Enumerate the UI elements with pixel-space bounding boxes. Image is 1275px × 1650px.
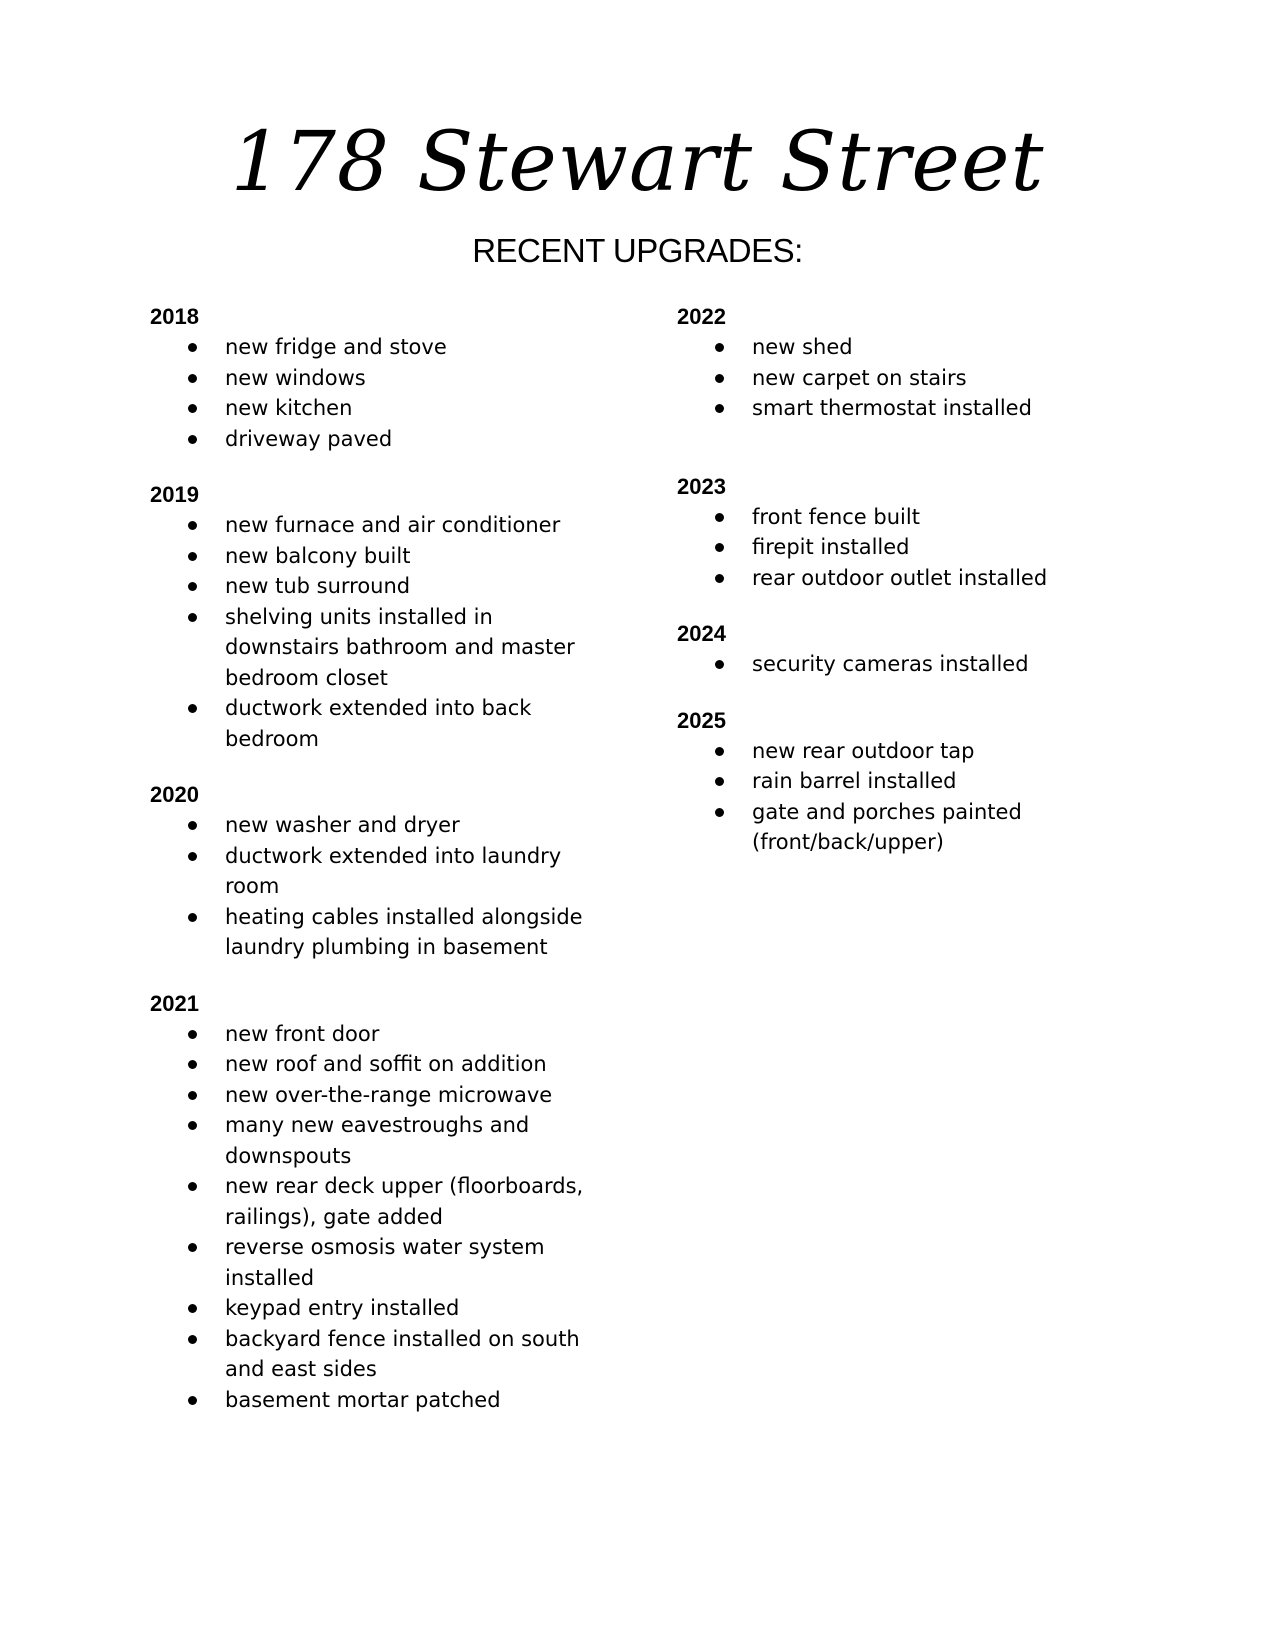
bullet-icon [715, 513, 724, 522]
list-item [677, 332, 1097, 363]
year-heading: 2019 [150, 482, 199, 507]
year-heading: 2025 [677, 707, 726, 733]
year-section [150, 989, 610, 1416]
list-item-text: new carpet on stairs [752, 365, 967, 390]
list-item-text: backyard fence installed on south and east sides [225, 1326, 580, 1381]
list-item-text: heating cables installed alongside laundry plumbing in basement [225, 904, 583, 959]
year-heading: 2021 [150, 990, 199, 1016]
list-item-text: new windows [225, 365, 366, 390]
year-heading: 2023 [677, 473, 726, 499]
list-item-text: many new eavestroughs and downspouts [225, 1113, 530, 1168]
upgrade-list [150, 332, 610, 454]
bullet-icon [188, 1182, 197, 1191]
list-item [150, 1049, 610, 1080]
upgrade-list [677, 736, 1097, 858]
list-item [150, 841, 610, 902]
list-item [150, 541, 610, 572]
list-item [150, 571, 610, 602]
list-item-text: front fence built [752, 504, 920, 529]
bullet-icon [188, 821, 197, 830]
right-column [677, 302, 1097, 858]
bullet-icon [188, 1091, 197, 1100]
bullet-icon [188, 852, 197, 861]
list-item [677, 532, 1097, 563]
bullet-icon [188, 404, 197, 413]
list-item-text: smart thermostat installed [752, 396, 1032, 420]
list-item [150, 1080, 610, 1111]
list-item-text: new rear deck upper (floorboards, railings), gate added [225, 1174, 584, 1229]
bullet-icon [188, 435, 197, 444]
year-heading: 2018 [150, 304, 199, 329]
upgrade-list [150, 1019, 610, 1416]
year-heading: 2022 [677, 304, 726, 329]
list-item [150, 393, 610, 424]
list-item [150, 1232, 610, 1293]
list-item [150, 1324, 610, 1385]
page-subtitle: RECENT UPGRADES: [472, 232, 803, 269]
year-heading: 2024 [677, 621, 726, 646]
list-item-text: basement mortar patched [225, 1387, 501, 1412]
list-item [150, 1293, 610, 1324]
bullet-icon [715, 404, 724, 413]
year-section [677, 302, 1097, 424]
list-item-text: rain barrel installed [752, 769, 957, 793]
list-item-text: firepit installed [752, 535, 910, 559]
list-item-text: new front door [225, 1021, 380, 1046]
list-item [150, 602, 610, 694]
year-section [677, 619, 1097, 680]
list-item [150, 424, 610, 455]
bullet-icon [715, 777, 724, 786]
list-item-text: new rear outdoor tap [752, 738, 975, 763]
year-section [677, 472, 1097, 594]
list-item-text: new furnace and air conditioner [225, 513, 561, 537]
list-item [150, 1110, 610, 1171]
list-item [677, 502, 1097, 533]
list-item-text: reverse osmosis water system installed [225, 1235, 545, 1290]
bullet-icon [715, 660, 724, 669]
year-heading: 2020 [150, 782, 199, 807]
list-item-text: new shed [752, 335, 853, 359]
bullet-icon [188, 1335, 197, 1344]
bullet-icon [188, 913, 197, 922]
bullet-icon [715, 747, 724, 756]
list-item [150, 363, 610, 394]
list-item-text: shelving units installed in downstairs bathroom and master bedroom closet [225, 604, 575, 690]
bullet-icon [188, 343, 197, 352]
list-item [150, 1171, 610, 1232]
list-item [677, 766, 1097, 797]
list-item-text: new tub surround [225, 574, 411, 598]
bullet-icon [715, 574, 724, 583]
upgrade-list [677, 502, 1097, 594]
bullet-icon [715, 808, 724, 817]
list-item-text: driveway paved [225, 426, 393, 451]
bullet-icon [188, 613, 197, 622]
bullet-icon [715, 343, 724, 352]
list-item [677, 649, 1097, 680]
bullet-icon [715, 543, 724, 552]
bullet-icon [188, 704, 197, 713]
list-item-text: rear outdoor outlet installed [752, 565, 1048, 590]
left-column [150, 302, 610, 1415]
list-item [677, 797, 1097, 858]
list-item-text: new balcony built [225, 543, 411, 568]
list-item [150, 510, 610, 541]
list-item-text: new roof and soffit on addition [225, 1052, 547, 1076]
list-item-text: new kitchen [225, 396, 353, 420]
list-item-text: new washer and dryer [225, 813, 460, 837]
year-section [150, 480, 610, 754]
bullet-icon [188, 1121, 197, 1130]
year-section [677, 706, 1097, 858]
upgrade-list [150, 810, 610, 963]
bullet-icon [188, 552, 197, 561]
list-item [150, 810, 610, 841]
list-item [677, 393, 1097, 424]
list-item-text: new over-the-range microwave [225, 1082, 553, 1107]
list-item-text: keypad entry installed [225, 1296, 460, 1320]
bullet-icon [188, 1304, 197, 1313]
bullet-icon [188, 521, 197, 530]
list-item-text: ductwork extended into back bedroom [225, 696, 532, 751]
bullet-icon [188, 1396, 197, 1405]
list-item [150, 332, 610, 363]
list-item-text: ductwork extended into laundry room [225, 843, 562, 898]
list-item [150, 1019, 610, 1050]
list-item [677, 563, 1097, 594]
list-item [150, 902, 610, 963]
year-section [150, 302, 610, 454]
list-item [150, 1385, 610, 1416]
list-item [150, 693, 610, 754]
bullet-icon [188, 1030, 197, 1039]
upgrade-list [677, 332, 1097, 424]
list-item-text: security cameras installed [752, 652, 1029, 676]
bullet-icon [715, 374, 724, 383]
year-section [150, 780, 610, 963]
bullet-icon [188, 1243, 197, 1252]
upgrade-list [677, 649, 1097, 680]
bullet-icon [188, 582, 197, 591]
page-title: 178 Stewart Street [230, 115, 1045, 210]
upgrade-list [150, 510, 610, 754]
list-item-text: gate and porches painted (front/back/upper) [752, 799, 1022, 854]
list-item-text: new fridge and stove [225, 335, 447, 359]
bullet-icon [188, 374, 197, 383]
list-item [677, 736, 1097, 767]
bullet-icon [188, 1060, 197, 1069]
list-item [677, 363, 1097, 394]
